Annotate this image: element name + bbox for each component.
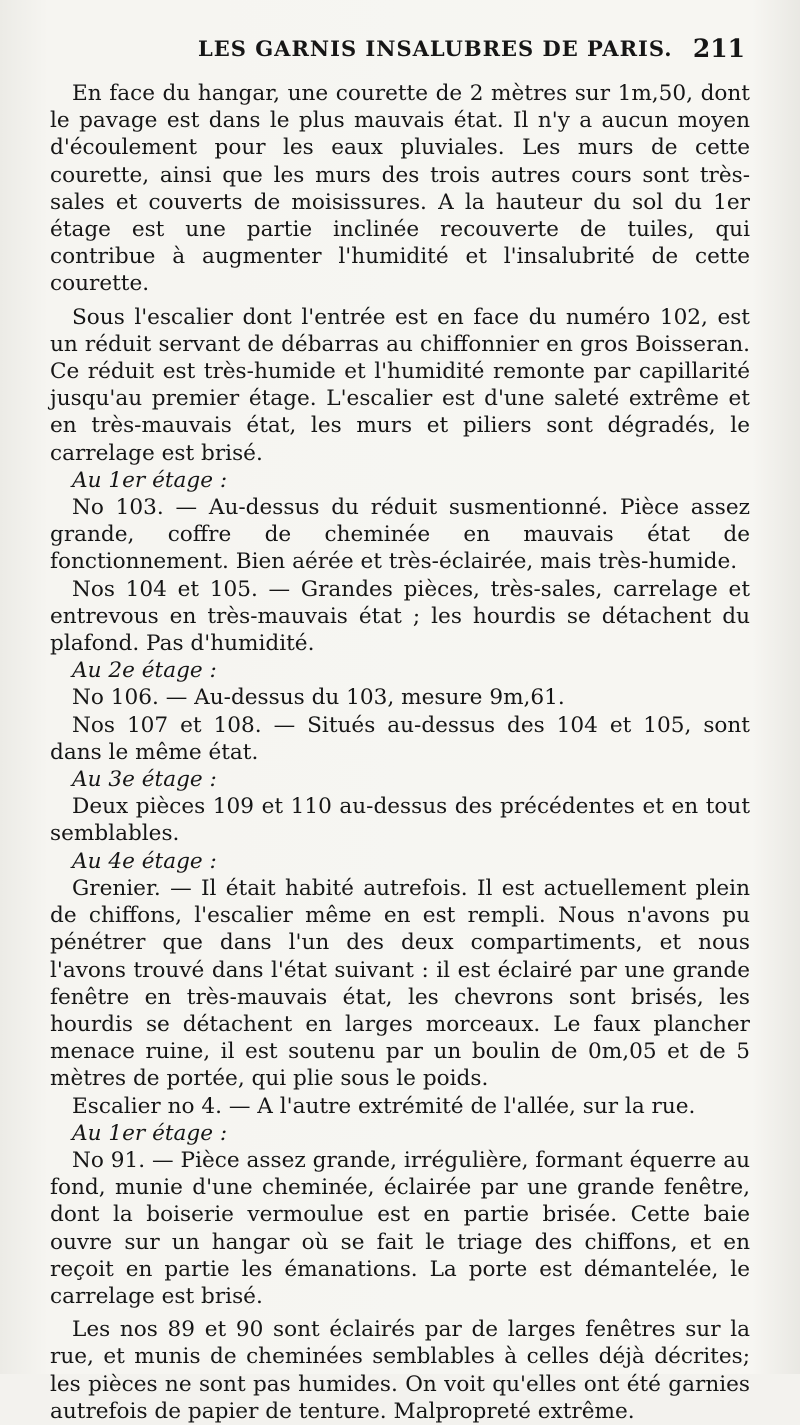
- page-header: [70, 36, 745, 70]
- section-heading-1er-etage-b: Au 1er étage :: [72, 1120, 228, 1146]
- section-heading-3e-etage: Au 3e étage :: [72, 767, 217, 793]
- page-body: [50, 80, 750, 1425]
- paragraph-nos-107-108: Nos 107 et 108. — Situés au-dessus des 104 et 105, sont dans le même état.: [50, 712, 750, 765]
- section-heading-4e-etage: Au 4e étage :: [72, 848, 217, 874]
- paragraph-courette: En face du hangar, une courette de 2 mètres sur 1m,50, dont le pavage est dans le plus mauvais état. Il n'y a aucun moyen d'écoulement pour les eaux pluviales. Les murs de cette courette, ainsi que les murs des trois autres cours sont très-sales et couverts de moisissures. A la hauteur du sol du 1er étage est une partie inclinée recouverte de tuiles, qui contribue à augmenter l'humidité et l'insalubrité de cette courette.: [50, 81, 750, 297]
- paragraph-no-106: No 106. — Au-dessus du 103, mesure 9m,61.: [72, 685, 565, 711]
- section-heading-1er-etage: Au 1er étage :: [72, 467, 228, 493]
- page-number: 211: [692, 34, 745, 63]
- paragraph-grenier: Grenier. — Il était habité autrefois. Il est actuellement plein de chiffons, l'escalier même en est rempli. Nous n'avons pu pénétrer que dans l'un des deux compartiments, et nous l'avons trouvé dans l'état suivant : il est éclairé par une grande fenêtre en très-mauvais état, les chevrons sont brisés, les hourdis se détachent en larges morceaux. Le faux plancher menace ruine, il est soutenu par un boulin de 0m,05 et de 5 mètres de portée, qui plie sous le poids.: [50, 875, 750, 1092]
- running-title: LES GARNIS INSALUBRES DE PARIS.: [198, 36, 673, 61]
- paragraph-escalier-no-4: Escalier no 4. — A l'autre extrémité de l'allée, sur la rue.: [72, 1093, 696, 1119]
- paragraph-nos-89-90: Les nos 89 et 90 sont éclairés par de larges fenêtres sur la rue, et munis de cheminées semblables à celles déjà décrites; les pièces ne sont pas humides. On voit qu'elles ont été garnies autrefois de papier de tenture. Malpropreté extrême.: [50, 1317, 750, 1424]
- paragraph-109-110: Deux pièces 109 et 110 au-dessus des précédentes et en tout semblables.: [50, 794, 750, 847]
- paragraph-nos-104-105: Nos 104 et 105. — Grandes pièces, très-sales, carrelage et entrevous en très-mauvais état ; les hourdis se détachent du plafond. Pas d'humidité.: [50, 576, 750, 657]
- section-heading-2e-etage: Au 2e étage :: [72, 658, 217, 684]
- paragraph-no-91: No 91. — Pièce assez grande, irrégulière, formant équerre au fond, munie d'une cheminée, éclairée par une grande fenêtre, dont la boiserie vermoulue est en partie brisée. Cette baie ouvre sur un hangar où se fait le triage des chiffons, et en reçoit en partie les émanations. La porte est démantelée, le carrelage est brisé.: [50, 1147, 750, 1309]
- paragraph-no-103: No 103. — Au-dessus du réduit susmentionné. Pièce assez grande, coffre de cheminée en mauvais état de fonctionnement. Bien aérée et très-éclairée, mais très-humide.: [50, 495, 750, 575]
- paragraph-escalier: Sous l'escalier dont l'entrée est en face du numéro 102, est un réduit servant de débarras au chiffonnier en gros Boisseran. Ce réduit est très-humide et l'humidité remonte par capillarité jusqu'au premier étage. L'escalier est d'une saleté extrême et en très-mauvais état, les murs et piliers sont dégradés, le carrelage est brisé.: [50, 304, 750, 466]
